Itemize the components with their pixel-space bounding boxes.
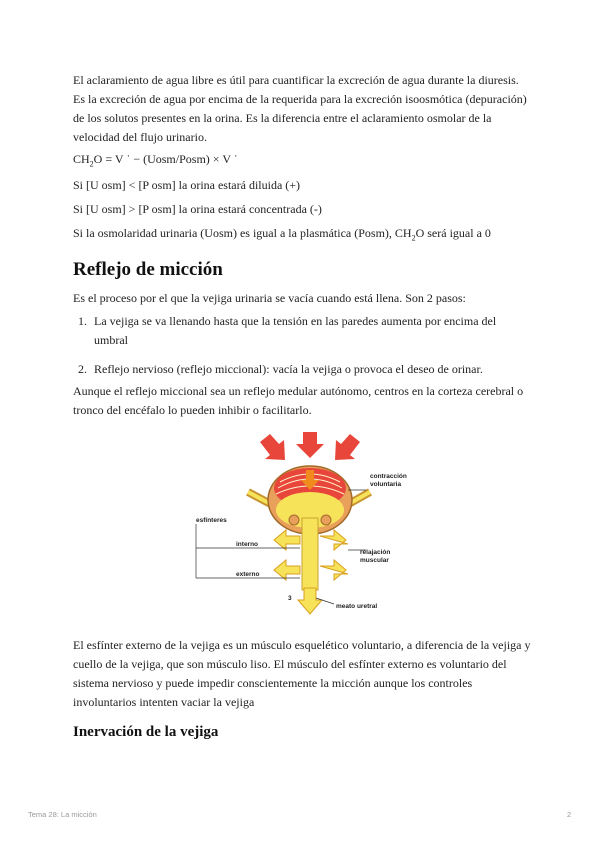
relax-arrow-right-1 bbox=[320, 530, 348, 550]
page-number: 2 bbox=[567, 810, 572, 819]
cond3-part-a: Si la osmolaridad urinaria (Uosm) es igual a la plasmática (Posm), CH bbox=[73, 226, 412, 240]
label-esfinteres: esfínteres bbox=[196, 517, 227, 524]
relax-arrow-left-2 bbox=[274, 560, 300, 580]
heading-reflejo-miccion: Reflejo de micción bbox=[73, 259, 223, 280]
cond3-subscript: 2 bbox=[411, 233, 416, 243]
contraction-arrow-right bbox=[335, 434, 360, 460]
label-interno: interno bbox=[236, 541, 259, 548]
heading-inervacion: Inervación de la vejiga bbox=[73, 724, 219, 740]
label-voluntaria: voluntaria bbox=[370, 481, 402, 488]
label-relajacion: relajación bbox=[360, 549, 391, 556]
formula-ch2o bbox=[73, 150, 238, 173]
paragraph-intro: Es el proceso por el que la vejiga urinaria se vacía cuando está llena. Son 2 pasos: bbox=[73, 291, 466, 305]
list-item bbox=[73, 360, 513, 379]
cond3-part-b: O será igual a 0 bbox=[415, 226, 491, 240]
urethra bbox=[302, 518, 318, 590]
label-meato: meato uretral bbox=[336, 603, 378, 610]
paragraph-reflejo-medular: Aunque el reflejo miccional sea un reflejo medular autónomo, centros en la corteza cerebral o tronco del encéfalo lo pueden inhibir o facilitarlo. bbox=[73, 384, 524, 417]
formula-subscript: 2 bbox=[89, 159, 94, 169]
condition-igual bbox=[73, 224, 491, 247]
relax-arrow-right-2 bbox=[320, 560, 348, 580]
condition-diluida: Si [U osm] < [P osm] la orina estará diluida (+) bbox=[73, 178, 301, 192]
paragraph-aclaramiento: El aclaramiento de agua libre es útil para cuantificar la excreción de agua durante la diuresis. Es la excreción de agua por encima de la requerida para la excreción isoosmótica (depuración) de los solutos presentes en la orina. Es la diferencia entre el aclaramiento osmolar de la velocidad del flujo urinario. bbox=[73, 73, 527, 144]
footer-title: Tema 28: La micción bbox=[28, 810, 97, 819]
steps-list bbox=[73, 312, 513, 389]
list-text: Reflejo nervioso (reflejo miccional): vacía la vejiga o provoca el deseo de orinar. bbox=[94, 362, 483, 376]
formula-part-a: CH bbox=[73, 152, 90, 166]
outlet-arrow bbox=[298, 588, 322, 614]
label-muscular: muscular bbox=[360, 557, 389, 564]
bladder-diagram bbox=[190, 430, 430, 620]
list-item bbox=[73, 312, 513, 350]
relax-arrow-left-1 bbox=[274, 530, 300, 550]
condition-concentrada: Si [U osm] > [P osm] la orina estará concentrada (-) bbox=[73, 202, 322, 216]
paragraph-esfinter-externo: El esfínter externo de la vejiga es un músculo esquelético voluntario, a diferencia de la vejiga y cuello de la vejiga, que son músculo liso. El músculo del esfínter externo es voluntario del sistema nervioso y puede impedir conscientemente la micción aunque los controles involuntarios intenten vaciar la vejiga bbox=[73, 638, 531, 709]
list-number: 1. bbox=[78, 314, 87, 328]
list-text: La vejiga se va llenando hasta que la tensión en las paredes aumenta por encima del umbral bbox=[94, 314, 497, 347]
contraction-arrow-top bbox=[296, 432, 324, 458]
label-contraccion: contracción bbox=[370, 473, 407, 480]
contraction-arrow-left bbox=[260, 434, 285, 460]
label-externo: externo bbox=[236, 571, 260, 578]
formula-part-b: O = V ˙ − (Uosm/Posm) × V ˙ bbox=[93, 152, 238, 166]
list-number: 2. bbox=[78, 362, 87, 376]
label-step-3: 3 bbox=[288, 595, 292, 602]
